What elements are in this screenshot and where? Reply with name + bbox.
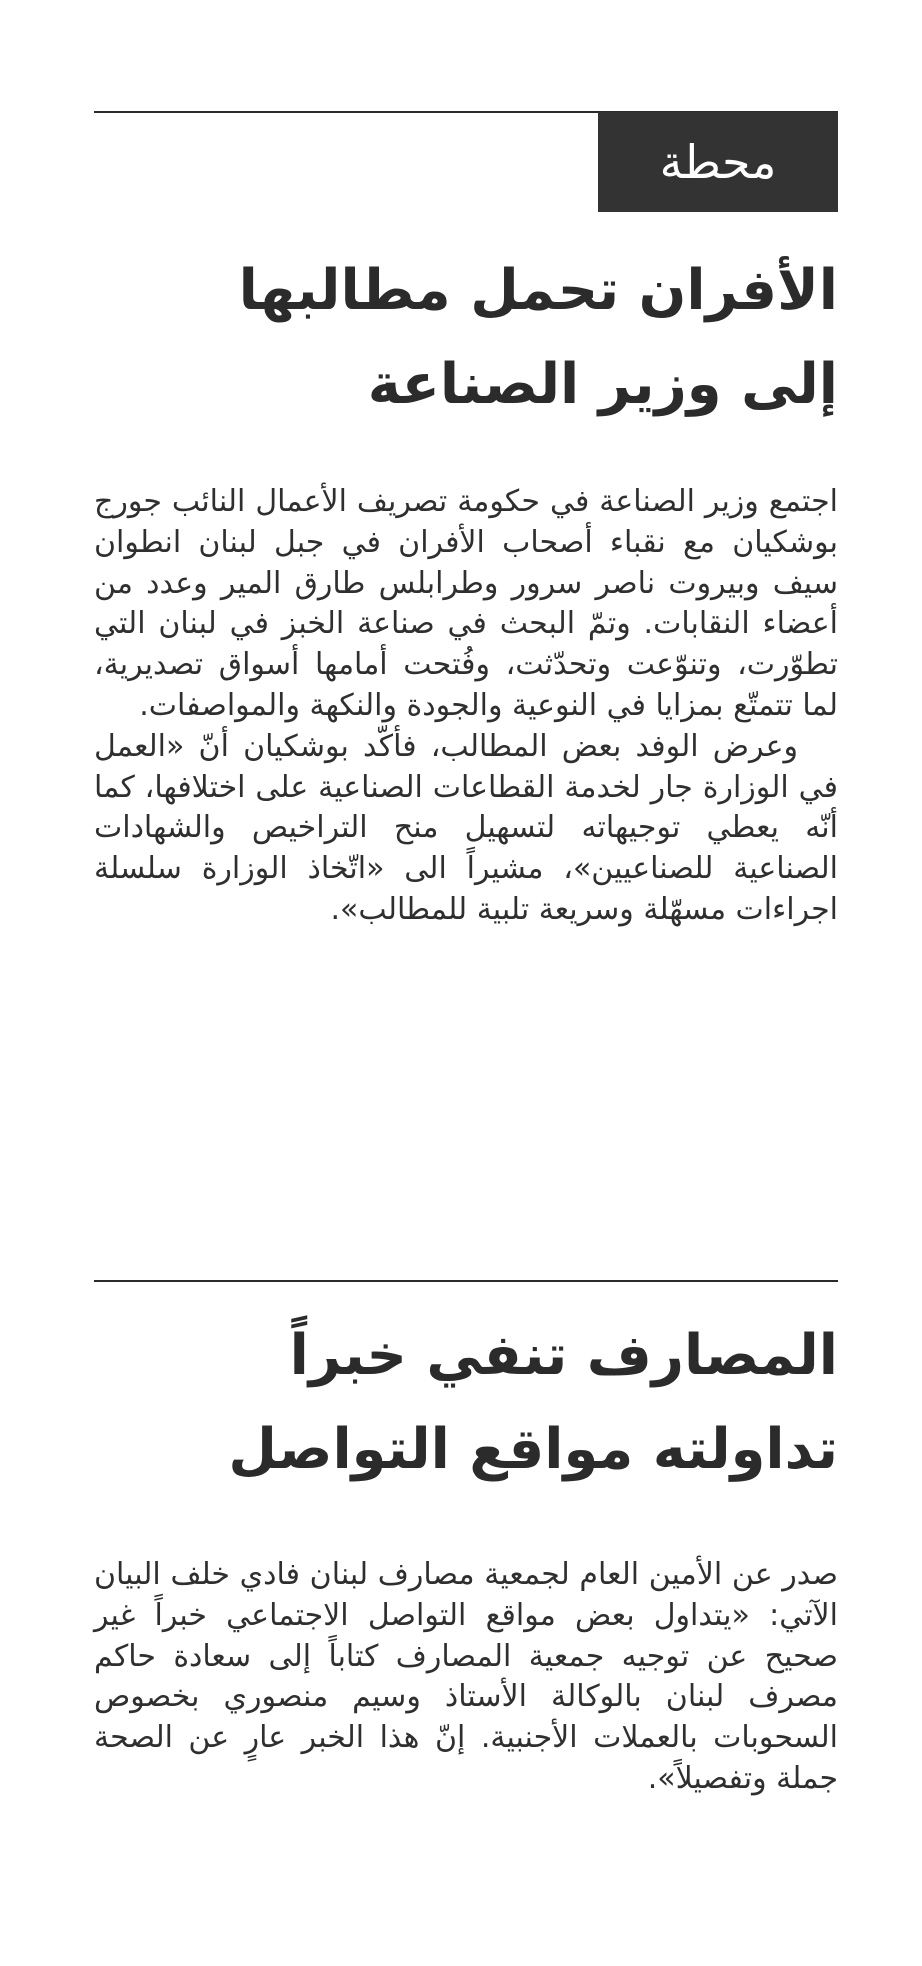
article-paragraph: اجتمع وزير الصناعة في حكومة تصريف الأعمال النائب جورج بوشكيان مع نقباء أصحاب الأفران في جبل لبنان انطوان سيف وبيروت ناصر سرور وطرابلس طارق المير وعدد من أعضاء النقابات. وتمّ البحث في صناعة الخبز في لبنان التي تطوّرت، وتنوّعت وتحدّثت، وفُتحت أمامها أسواق تصديرية، لما تتمتّع بمزايا في النوعية والجودة والنكهة والمواصفات. — [94, 484, 838, 723]
headline-line: المصارف تنفي خبراً — [289, 1323, 838, 1388]
article-headline — [94, 244, 838, 432]
headline-line: الأفران تحمل مطالبها — [238, 258, 838, 323]
article-bakeries — [94, 244, 838, 432]
section-label: محطة — [598, 112, 838, 212]
article-body — [94, 1555, 838, 1800]
article-body — [94, 482, 838, 931]
article-divider — [94, 1280, 838, 1282]
article-paragraph: صدر عن الأمين العام لجمعية مصارف لبنان فادي خلف البيان الآتي: «يتداول بعض مواقع التواصل الاجتماعي خبراً غير صحيح عن توجيه جمعية المصارف كتاباً إلى سعادة حاكم مصرف لبنان بالوكالة الأستاذ وسيم منصوري بخصوص السحوبات بالعملات الأجنبية. إنّ هذا الخبر عارٍ عن الصحة جملة وتفصيلاً». — [94, 1557, 838, 1796]
article-banks — [94, 1309, 838, 1497]
headline-line: إلى وزير الصناعة — [367, 352, 838, 417]
article-headline — [94, 1309, 838, 1497]
article-paragraph: وعرض الوفد بعض المطالب، فأكّد بوشكيان أنّ «العمل في الوزارة جار لخدمة القطاعات الصناعية على اختلافها، كما أنّه يعطي توجيهاته لتسهيل منح التراخيص والشهادات الصناعية للصناعيين»، مشيراً الى «اتّخاذ الوزارة سلسلة اجراءات مسهّلة وسريعة تلبية للمطالب». — [94, 728, 838, 927]
headline-line: تداولته مواقع التواصل — [228, 1417, 838, 1482]
